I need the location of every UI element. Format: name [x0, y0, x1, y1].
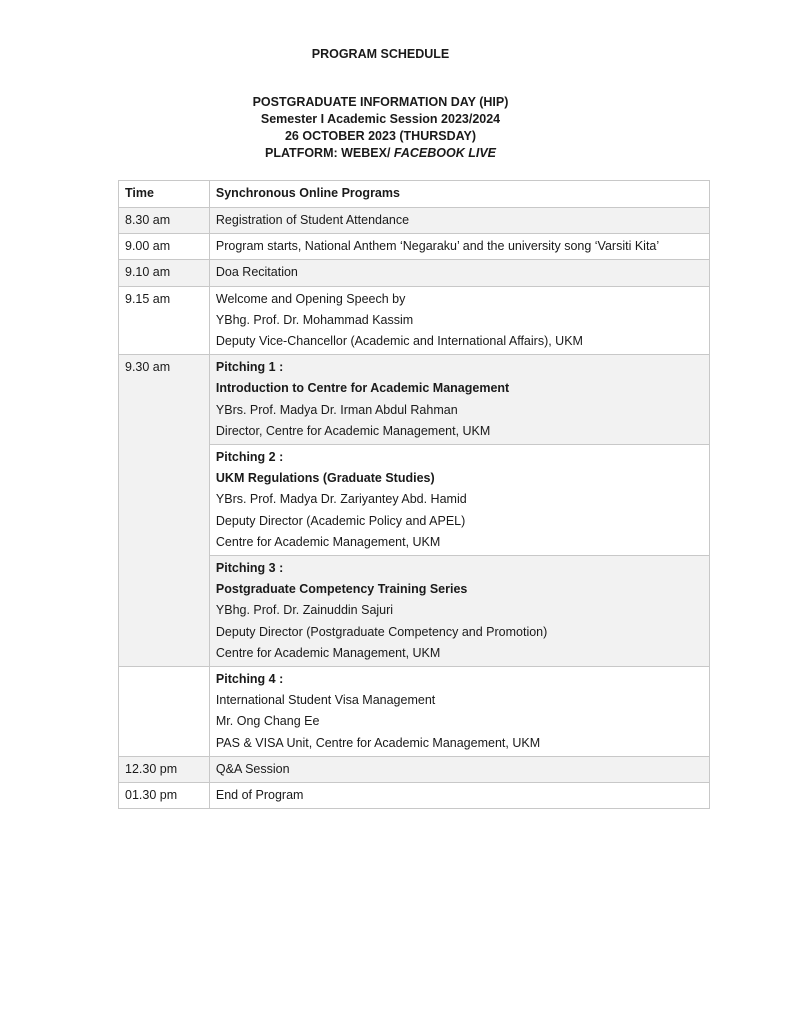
event-platform — [0, 145, 761, 162]
pitching-position: Centre for Academic Management, UKM — [215, 645, 441, 660]
pitching-cell — [209, 667, 709, 757]
row-time: 9.15 am — [119, 286, 210, 355]
header-programs: Synchronous Online Programs — [209, 181, 709, 208]
pitching-label: Pitching 4 : — [215, 672, 284, 687]
table-row — [119, 756, 710, 782]
row-time: 12.30 pm — [119, 756, 210, 782]
pitching-label: Pitching 2 : — [215, 450, 284, 465]
row-program — [209, 286, 709, 355]
row-program: Doa Recitation — [209, 260, 709, 286]
event-header — [0, 94, 761, 162]
pitching-position: PAS & VISA Unit, Centre for Academic Management, UKM — [215, 735, 541, 750]
pitching-cell — [209, 556, 709, 667]
event-name: POSTGRADUATE INFORMATION DAY (HIP) — [252, 95, 509, 109]
pitching-position: Deputy Director (Postgraduate Competency and Promotion) — [215, 624, 548, 639]
row-time: 9.30 am — [119, 355, 210, 667]
pitching-label: Pitching 3 : — [215, 561, 284, 576]
row-time: 9.10 am — [119, 260, 210, 286]
program-schedule-table — [118, 180, 710, 809]
row-program: End of Program — [209, 783, 709, 809]
pitching-topic: Introduction to Centre for Academic Management — [215, 381, 510, 396]
pitching-position: Director, Centre for Academic Management, UKM — [215, 423, 491, 438]
pitching-speaker: YBhg. Prof. Dr. Zainuddin Sajuri — [215, 603, 394, 618]
speech-speaker: YBhg. Prof. Dr. Mohammad Kassim — [215, 312, 414, 327]
academic-session: Semester I Academic Session 2023/2024 — [260, 112, 501, 126]
platform-facebook-live: FACEBOOK LIVE — [393, 146, 497, 160]
speech-position: Deputy Vice-Chancellor (Academic and International Affairs), UKM — [215, 334, 583, 349]
event-date: 26 OCTOBER 2023 (THURSDAY) — [284, 129, 477, 143]
pitching-speaker: YBrs. Prof. Madya Dr. Zariyantey Abd. Hamid — [215, 492, 467, 507]
table-row — [119, 208, 710, 234]
pitching-speaker: Mr. Ong Chang Ee — [215, 714, 320, 729]
table-row — [119, 260, 710, 286]
pitching-topic: International Student Visa Management — [215, 693, 436, 708]
table-row — [119, 286, 710, 355]
row-program: Registration of Student Attendance — [209, 208, 709, 234]
pitching-topic: UKM Regulations (Graduate Studies) — [215, 471, 435, 486]
pitching-position: Deputy Director (Academic Policy and APEL) — [215, 513, 466, 528]
document-title: PROGRAM SCHEDULE — [311, 47, 450, 61]
row-time: 8.30 am — [119, 208, 210, 234]
pitching-cell — [209, 355, 709, 445]
table-row — [119, 355, 710, 445]
row-program: Program starts, National Anthem ‘Negaraku’ and the university song ‘Varsiti Kita’ — [209, 234, 709, 260]
pitching-cell — [209, 445, 709, 556]
row-time: 9.00 am — [119, 234, 210, 260]
platform-prefix: PLATFORM: WEBEX/ — [264, 146, 394, 160]
speech-title: Welcome and Opening Speech by — [215, 291, 406, 306]
pitching-position: Centre for Academic Management, UKM — [215, 534, 441, 549]
row-time: 01.30 pm — [119, 783, 210, 809]
pitching-speaker: YBrs. Prof. Madya Dr. Irman Abdul Rahman — [215, 402, 458, 417]
table-row — [119, 667, 710, 757]
table-header-row — [119, 181, 710, 208]
pitching-label: Pitching 1 : — [215, 360, 284, 375]
table-row — [119, 234, 710, 260]
header-time: Time — [119, 181, 210, 208]
row-time-empty — [119, 667, 210, 757]
table-row — [119, 783, 710, 809]
row-program: Q&A Session — [209, 756, 709, 782]
pitching-topic: Postgraduate Competency Training Series — [215, 582, 468, 597]
